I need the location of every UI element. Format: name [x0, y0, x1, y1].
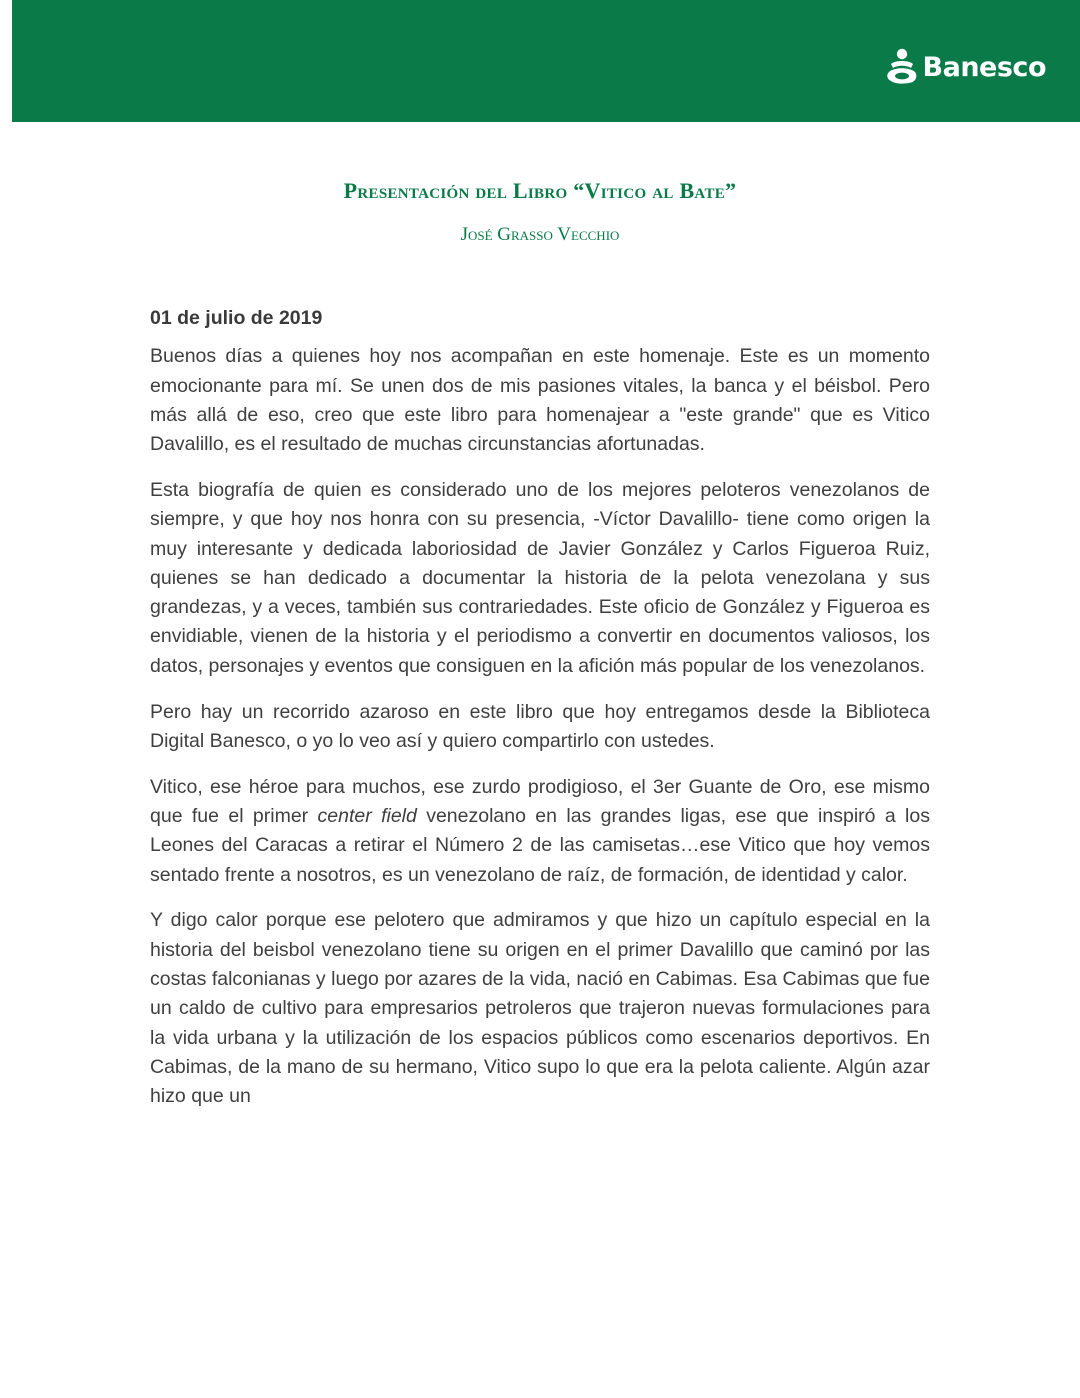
brand-name: Banesco: [922, 51, 1046, 83]
document-date: 01 de julio de 2019: [150, 307, 323, 329]
document-title: Presentación del Libro “Vitico al Bate”: [343, 178, 737, 203]
paragraph-2: Esta biografía de quien es considerado uno de los mejores peloteros venezolanos de siempre, y que hoy nos honra con su presencia, -Víctor Davalillo- tiene como origen la muy interesante y dedicada laboriosidad de Javier González y Carlos Figueroa Ruiz, quienes se han dedicado a documentar la historia de la pelota venezolana y sus grandezas, y a veces, también sus contrariedades. Este oficio de González y Figueroa es envidiable, vienen de la historia y el periodismo a convertir en documentos valiosos, los datos, personajes y eventos que consiguen en la afición más popular de los venezolanos.: [150, 478, 930, 677]
banesco-logo-icon: [885, 48, 919, 86]
paragraph-4: [150, 773, 930, 890]
paragraph-3: Pero hay un recorrido azaroso en este libro que hoy entregamos desde la Biblioteca Digital Banesco, o yo lo veo así y quiero compartirlo con ustedes.: [150, 700, 930, 752]
document-body: [150, 304, 930, 1128]
paragraph-4-before: Vitico, ese héroe para muchos, ese zurdo prodigioso, el 3er Guante de Oro, ese mismo que fue el primer: [150, 775, 930, 827]
paragraph-4-after: venezolano en las grandes ligas, ese que inspiró a los Leones del Caracas a retirar el Número 2 de las camisetas…ese Vitico que hoy vemos sentado frente a nosotros, es un venezolano de raíz, de formación, de identidad y calor.: [150, 804, 930, 886]
document-author: José Grasso Vecchio: [460, 224, 620, 245]
paragraph-5: Y digo calor porque ese pelotero que admiramos y que hizo un capítulo especial en la historia del beisbol venezolano tiene su origen en el primer Davalillo que caminó por las costas falconianas y luego por azares de la vida, nació en Cabimas. Esa Cabimas que fue un caldo de cultivo para empresarios petroleros que trajeron nuevas formulaciones para la vida urbana y la utilización de los espacios públicos como escenarios deportivos. En Cabimas, de la mano de su hermano, Vitico supo lo que era la pelota caliente. Algún azar hizo que un: [150, 909, 930, 1108]
paragraph-1: Buenos días a quienes hoy nos acompañan en este homenaje. Este es un momento emocionante para mí. Se unen dos de mis pasiones vitales, la banca y el béisbol. Pero más allá de eso, creo que este libro para homenajear a "este grande" que es Vitico Davalillo, es el resultado de muchas circunstancias afortunadas.: [150, 345, 930, 456]
paragraph-4-emphasis: center field: [317, 804, 417, 827]
banesco-logo: [885, 48, 1046, 86]
header-band: [12, 0, 1080, 122]
